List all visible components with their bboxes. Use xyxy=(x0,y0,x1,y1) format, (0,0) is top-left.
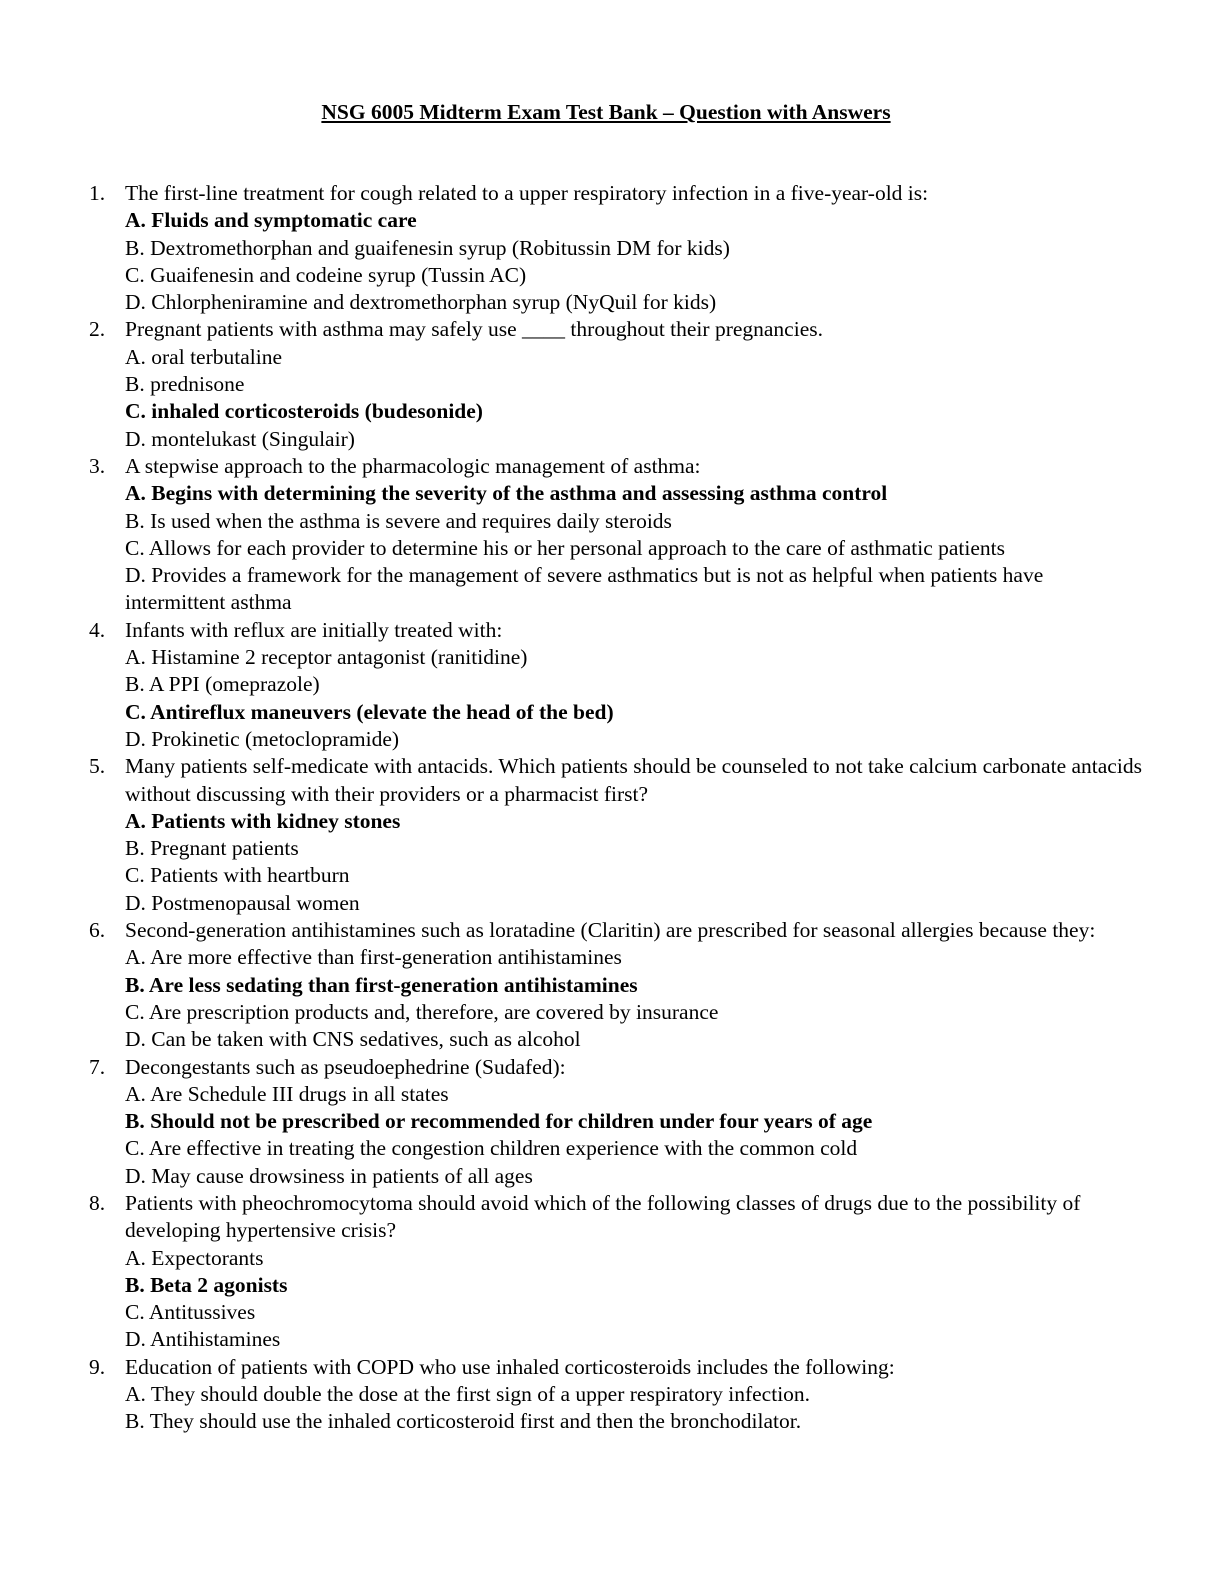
answer-option: D. May cause drowsiness in patients of all ages xyxy=(125,1163,533,1188)
question-item xyxy=(0,1190,1224,1354)
question-text: Pregnant patients with asthma may safely use ____ throughout their pregnancies. xyxy=(125,317,823,342)
question-item xyxy=(0,753,1224,917)
answer-option: D. montelukast (Singulair) xyxy=(125,426,355,451)
answer-option: A. Histamine 2 receptor antagonist (ranitidine) xyxy=(125,645,528,670)
question-item xyxy=(0,1354,1224,1436)
answer-option: D. Prokinetic (metoclopramide) xyxy=(125,726,400,751)
answer-option: C. Are effective in treating the congestion children experience with the common cold xyxy=(125,1136,858,1161)
answer-option-correct: A. Begins with determining the severity of the asthma and assessing asthma control xyxy=(125,481,888,506)
answer-option-correct: B. Are less sedating than first-generation antihistamines xyxy=(125,972,638,997)
question-text: Second-generation antihistamines such as loratadine (Claritin) are prescribed for seasonal allergies because they: xyxy=(125,918,1096,943)
question-text: Education of patients with COPD who use inhaled corticosteroids includes the following: xyxy=(125,1354,895,1379)
answer-option: D. Provides a framework for the management of severe asthmatics but is not as helpful when patients have intermittent asthma xyxy=(125,563,1044,615)
answer-option: C. Antitussives xyxy=(125,1300,256,1325)
question-item xyxy=(0,453,1224,617)
answer-option: A. Are more effective than first-generation antihistamines xyxy=(125,945,622,970)
question-item xyxy=(0,917,1224,1053)
question-text: Decongestants such as pseudoephedrine (Sudafed): xyxy=(125,1054,566,1079)
question-number: 4. xyxy=(89,617,106,642)
answer-option: A. They should double the dose at the first sign of a upper respiratory infection. xyxy=(125,1382,811,1407)
question-text: A stepwise approach to the pharmacologic management of asthma: xyxy=(125,453,701,478)
answer-option: C. Are prescription products and, therefore, are covered by insurance xyxy=(125,999,719,1024)
answer-option: D. Antihistamines xyxy=(125,1327,281,1352)
question-text: Many patients self-medicate with antacids. Which patients should be counseled to not take calcium carbonate antacids without discussing with their providers or a pharmacist first? xyxy=(125,754,1142,806)
question-number: 5. xyxy=(89,754,106,779)
question-item xyxy=(0,1054,1224,1190)
answer-option: B. They should use the inhaled corticosteroid first and then the bronchodilator. xyxy=(125,1409,802,1434)
question-number: 9. xyxy=(89,1354,106,1379)
answer-option: B. Pregnant patients xyxy=(125,836,299,861)
question-text: The first-line treatment for cough related to a upper respiratory infection in a five-year-old is: xyxy=(125,181,929,205)
question-item xyxy=(0,180,1224,316)
answer-option-correct: A. Fluids and symptomatic care xyxy=(125,208,417,233)
question-text: Patients with pheochromocytoma should avoid which of the following classes of drugs due to the possibility of developing hypertensive crisis? xyxy=(125,1190,1081,1243)
answer-option: D. Chlorpheniramine and dextromethorphan syrup (NyQuil for kids) xyxy=(125,290,717,315)
answer-option-correct: A. Patients with kidney stones xyxy=(125,808,401,833)
answer-option: A. Expectorants xyxy=(125,1245,264,1270)
question-number: 3. xyxy=(89,453,106,478)
question-item xyxy=(0,617,1224,753)
answer-option: B. prednisone xyxy=(125,372,245,397)
answer-option: C. Allows for each provider to determine his or her personal approach to the care of asthmatic patients xyxy=(125,535,1006,560)
answer-option: B. Is used when the asthma is severe and requires daily steroids xyxy=(125,508,672,533)
answer-option: A. oral terbutaline xyxy=(125,344,283,369)
question-list xyxy=(0,180,1224,1436)
answer-option-correct: B. Should not be prescribed or recommended for children under four years of age xyxy=(125,1109,873,1134)
question-number: 7. xyxy=(89,1054,106,1079)
document-title: NSG 6005 Midterm Exam Test Bank – Question with Answers xyxy=(321,100,891,124)
answer-option-correct: C. Antireflux maneuvers (elevate the head of the bed) xyxy=(125,699,614,724)
answer-option: D. Can be taken with CNS sedatives, such as alcohol xyxy=(125,1027,581,1052)
question-number: 6. xyxy=(89,918,106,943)
answer-option: B. Dextromethorphan and guaifenesin syrup (Robitussin DM for kids) xyxy=(125,235,730,260)
question-item xyxy=(0,316,1224,452)
question-number: 2. xyxy=(89,317,106,342)
question-text: Infants with reflux are initially treated with: xyxy=(125,617,503,642)
answer-option: B. A PPI (omeprazole) xyxy=(125,672,320,697)
answer-option: D. Postmenopausal women xyxy=(125,890,360,915)
question-number: 1. xyxy=(89,181,106,205)
answer-option-correct: B. Beta 2 agonists xyxy=(125,1272,288,1297)
question-number: 8. xyxy=(89,1190,106,1215)
answer-option: A. Are Schedule III drugs in all states xyxy=(125,1081,449,1106)
answer-option: C. Guaifenesin and codeine syrup (Tussin AC) xyxy=(125,262,527,287)
answer-option-correct: C. inhaled corticosteroids (budesonide) xyxy=(125,399,483,424)
answer-option: C. Patients with heartburn xyxy=(125,863,350,888)
